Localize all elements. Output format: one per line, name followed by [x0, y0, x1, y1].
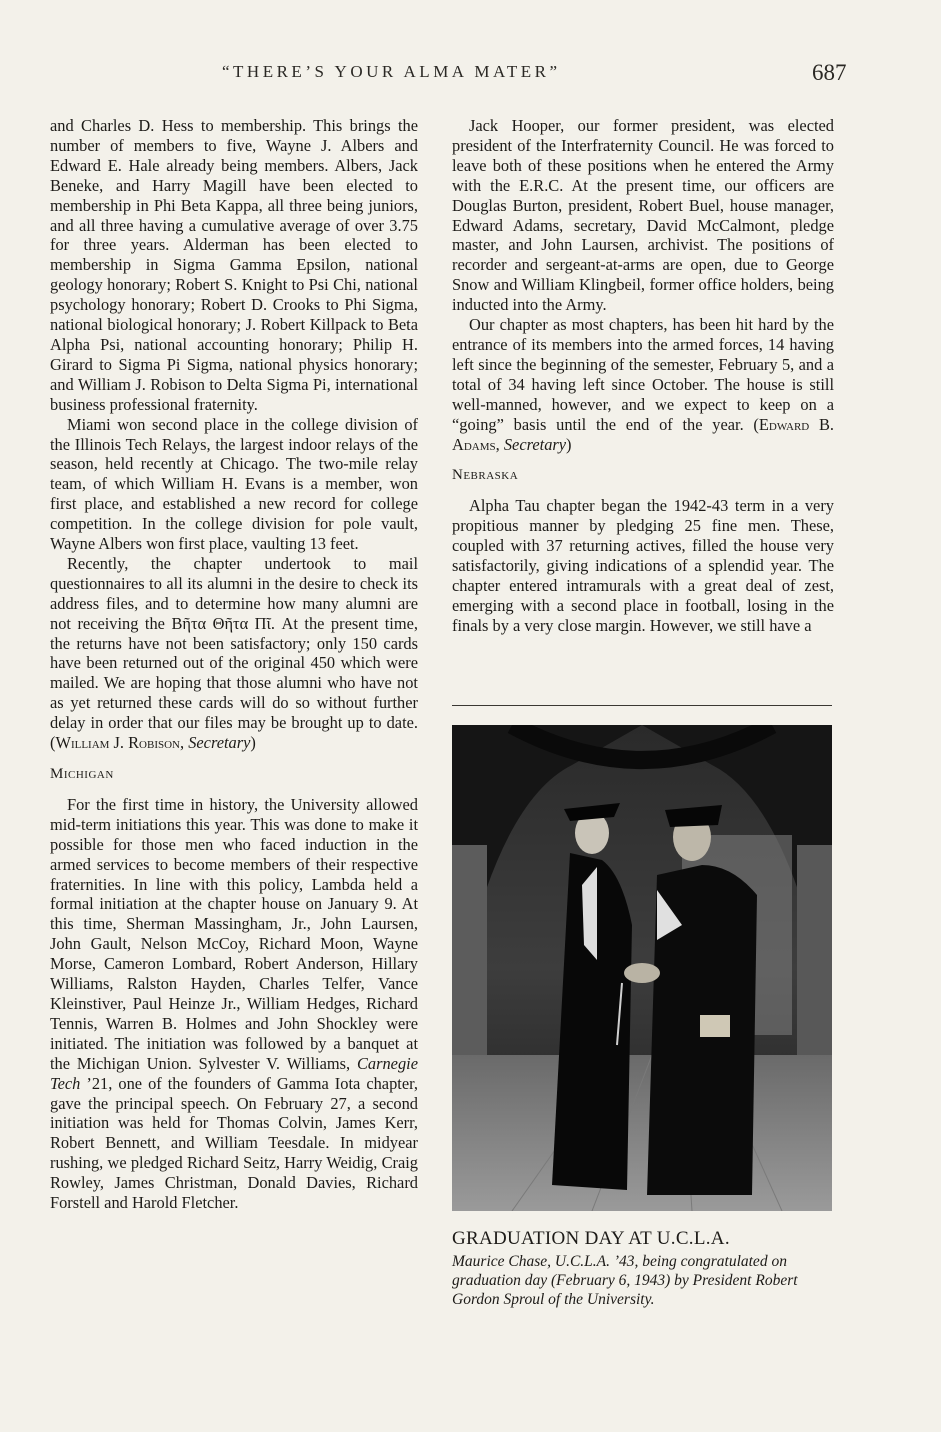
- signature-role: Secretary: [503, 434, 567, 454]
- graduation-photo: [452, 725, 832, 1211]
- divider-rule: [452, 705, 832, 706]
- school-name: Carnegie Tech: [50, 1053, 418, 1093]
- paragraph-text: ’21, one of the founders of Gamma Iota chapter, gave the principal speech. On February 27, a second initiation was held for Thomas Colvin, James Kerr, Robert Bennett, and William Teesdale. In midyear rushing, we pledged Richard Seitz, Harry Weidig, Craig Rowley, James Christman, Donald Davies, Richard Forstell and Harold Fletcher.: [50, 1073, 418, 1213]
- section-heading-nebraska: Nebraska: [452, 467, 519, 484]
- paragraph: Jack Hooper, our former president, was elected president of the Interfraternity Council. He was forced to leave both of these positions when he entered the Army with the E.R.C. At the present time, our officers are Douglas Burton, president, Robert Buel, house manager, Edward Adams, secretary, David McCalmont, pledge master, and John Laursen, archivist. The positions of recorder and sergeant-at-arms are open, due to George Snow and William Klingbeil, former office holders, being inducted into the Army.: [452, 116, 834, 315]
- paragraph-text: For the first time in history, the University allowed mid-term initiations this year. This was done to make it possible for those men who faced induction in the armed services to become members of their respective fraternities. In line with this policy, Lambda held a formal initiation at the chapter house on January 9. At this time, Sherman Massingham, Jr., John Laursen, John Gault, Nelson McCoy, Richard Moon, Wayne Morse, Cameron Lombard, Robert Anderson, Hillary Williams, Ralston Hayden, Charles Telfer, Vance Kleinstiver, Paul Heinze Jr., William Hedges, Richard Tennis, Warren B. Holmes and John Shockley were initiated. The initiation was followed by a banquet at the Michigan Union. Sylvester V. Williams,: [50, 794, 418, 1073]
- paragraph-text: At the present time, the returns have not been satisfactory; only 150 cards have been returned out of the original 450 which were mailed. We are hoping that those alumni who have not as yet returned these cards will do so without further delay in order that our files may be brought up to date. (: [50, 613, 418, 753]
- paragraph-text: Recently, the chapter undertook to mail questionnaires to all its alumni in the desire to check its address files, and to determine how many alumni are not receiving the: [50, 553, 418, 633]
- paragraph: [50, 795, 418, 1213]
- paragraph: Miami won second place in the college division of the Illinois Tech Relays, the largest indoor relays of the season, held recently at Chicago. The two-mile relay team, of which William H. Evans is a member, won first place, and established a new record for college competition. In the college division for pole vault, Wayne Albers won first place, vaulting 13 feet.: [50, 414, 418, 554]
- left-column: [50, 116, 418, 1213]
- photo-caption-title: GRADUATION DAY AT U.C.L.A.: [452, 1228, 730, 1249]
- page-number: 687: [812, 60, 847, 85]
- signature-name: William J. Robison,: [55, 733, 185, 753]
- paragraph: [452, 315, 834, 454]
- paragraph: [50, 554, 418, 753]
- paragraph-text: Our chapter as most chapters, has been hit hard by the entrance of its members into the armed forces, 14 having left since the beginning of the semester, February 5, and a total of 34 having left since October. The house is still well-manned, however, and we expect to keep on a “going” basis until the end of the year. (: [452, 315, 834, 434]
- paragraph: and Charles D. Hess to membership. This brings the number of members to five, Wayne J. Albers and Edward E. Hale already being members. Albers, Jack Beneke, and Harry Magill have been elected to membership in Phi Beta Kappa, all three being juniors, and all three having a cumulative average of over 3.75 for three years. Alderman has been elected to membership in Sigma Gamma Epsilon, national geology honorary; Robert S. Knight to Psi Chi, national psychology honorary; Robert D. Crooks to Phi Sigma, national biological honorary; J. Robert Killpack to Beta Alpha Psi, national accounting honorary; Philip H. Girard to Sigma Pi Sigma, national physics honorary; and William J. Robison to Delta Sigma Pi, international business professional fraternity.: [50, 116, 418, 414]
- signature-role: Secretary: [188, 733, 251, 753]
- paragraph-text: ): [250, 733, 256, 753]
- photo-caption-text: Maurice Chase, U.C.L.A. ’43, being congratulated on graduation day (February 6, 1943) by President Robert Gordon Sproul of the University.: [452, 1253, 798, 1308]
- right-column: [452, 116, 834, 636]
- paragraph-text: ): [566, 434, 572, 454]
- running-title: “THERE’S YOUR ALMA MATER”: [222, 62, 561, 81]
- paragraph: Alpha Tau chapter began the 1942-43 term in a very propitious manner by pledging 25 fine men. These, coupled with 37 returning actives, filled the house very satisfactorily, giving indications of a splendid year. The chapter entered intramurals with a great deal of zest, emerging with a second place in football, losing in the finals by a very close margin. However, we still have a: [452, 496, 834, 635]
- greek-letters: Bῆτα Θῆτα Πῖ.: [171, 613, 276, 633]
- signature-name: Edward B. Adams,: [452, 414, 834, 454]
- section-heading-michigan: Michigan: [50, 766, 114, 782]
- photo-illustration: [452, 725, 832, 1211]
